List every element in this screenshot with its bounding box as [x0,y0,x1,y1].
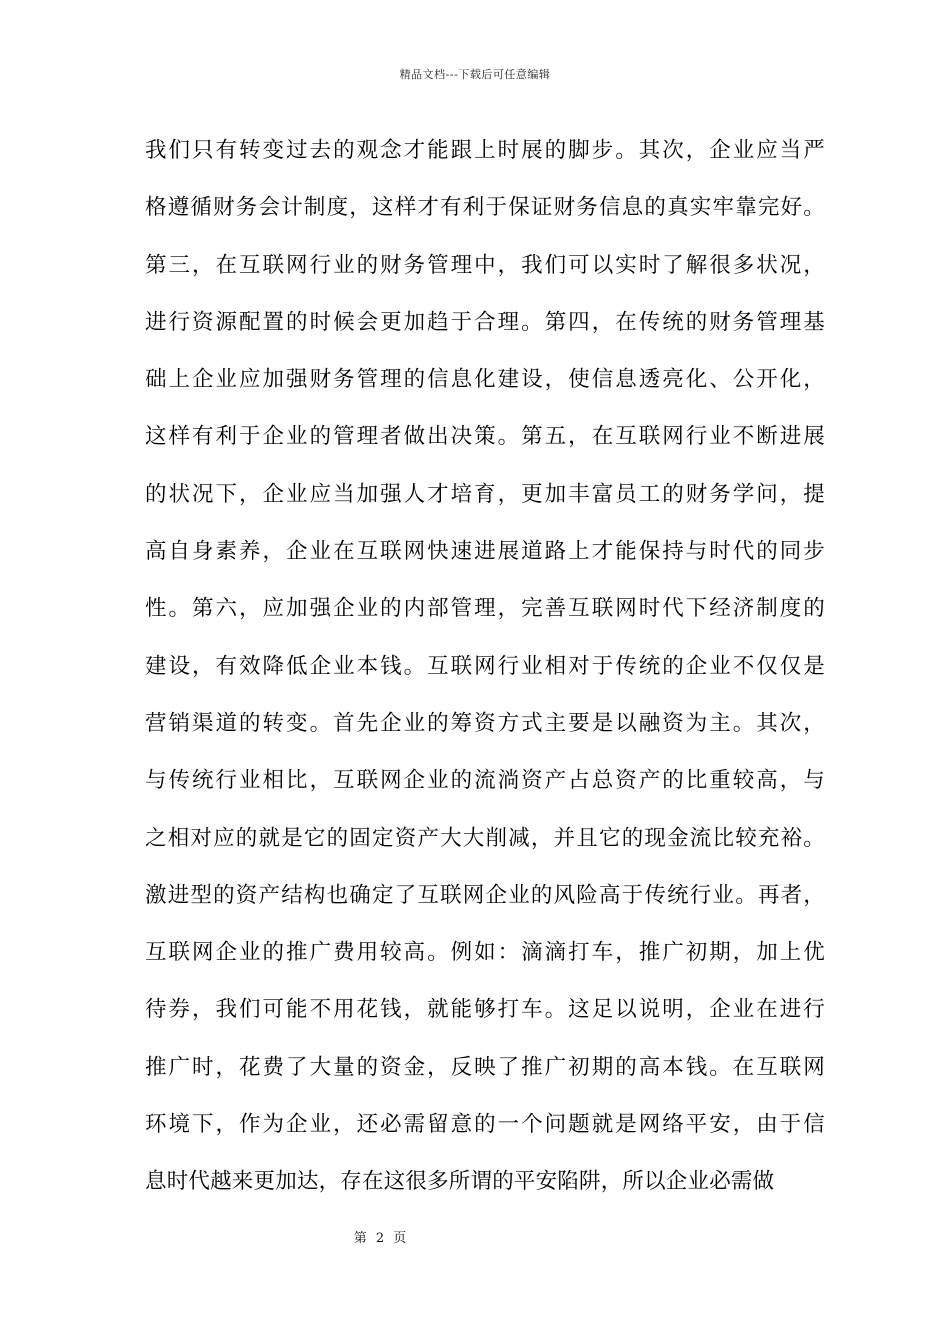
body-text [145,127,825,1216]
text-line: 待券，我们可能不用花钱，就能够打车。这足以说明，企业在进行 [145,997,825,1023]
text-line: 营销渠道的转变。首先企业的筹资方式主要是以融资为主。其次， [145,710,825,736]
page-number-suffix: 页 [393,1231,407,1246]
page-header: 精品文档---下载后可任意编辑 [399,68,551,81]
page-number-prefix: 第 [353,1231,367,1246]
text-line: 激进型的资产结构也确定了互联网企业的风险高于传统行业。再者， [145,882,825,908]
text-line: 互联网企业的推广费用较高。例如：滴滴打车，推广初期，加上优 [145,940,825,966]
text-line: 这样有利于企业的管理者做出决策。第五，在互联网行业不断进展 [145,424,825,450]
text-line: 与传统行业相比，互联网企业的流淌资产占总资产的比重较高，与 [145,768,825,794]
text-line: 之相对应的就是它的固定资产大大削减，并且它的现金流比较充裕。 [145,825,825,851]
page-number: 2 [375,1231,385,1246]
text-line: 我们只有转变过去的观念才能跟上时展的脚步。其次，企业应当严 [145,138,825,163]
text-line: 格遵循财务会计制度，这样才有利于保证财务信息的真实牢靠完好。 [145,195,825,221]
text-line: 息时代越来更加达，存在这很多所谓的平安陷阱，所以企业必需做 [145,1169,775,1195]
text-line: 础上企业应加强财务管理的信息化建设，使信息透亮化、公开化， [145,367,825,393]
text-line: 环境下，作为企业，还必需留意的一个问题就是网络平安，由于信 [145,1112,825,1138]
text-line: 推广时，花费了大量的资金，反映了推广初期的高本钱。在互联网 [145,1054,825,1080]
text-line: 进行资源配置的时候会更加趋于合理。第四，在传统的财务管理基 [145,309,825,335]
text-line: 第三，在互联网行业的财务管理中，我们可以实时了解很多状况， [145,252,825,278]
page-footer [0,1227,760,1246]
text-line: 建设，有效降低企业本钱。互联网行业相对于传统的企业不仅仅是 [145,653,825,679]
text-line: 的状况下，企业应当加强人才培育，更加丰富员工的财务学问，提 [145,481,825,507]
text-line: 高自身素养，企业在互联网快速进展道路上才能保持与时代的同步 [145,539,825,565]
text-line: 性。第六，应加强企业的内部管理，完善互联网时代下经济制度的 [145,596,825,622]
